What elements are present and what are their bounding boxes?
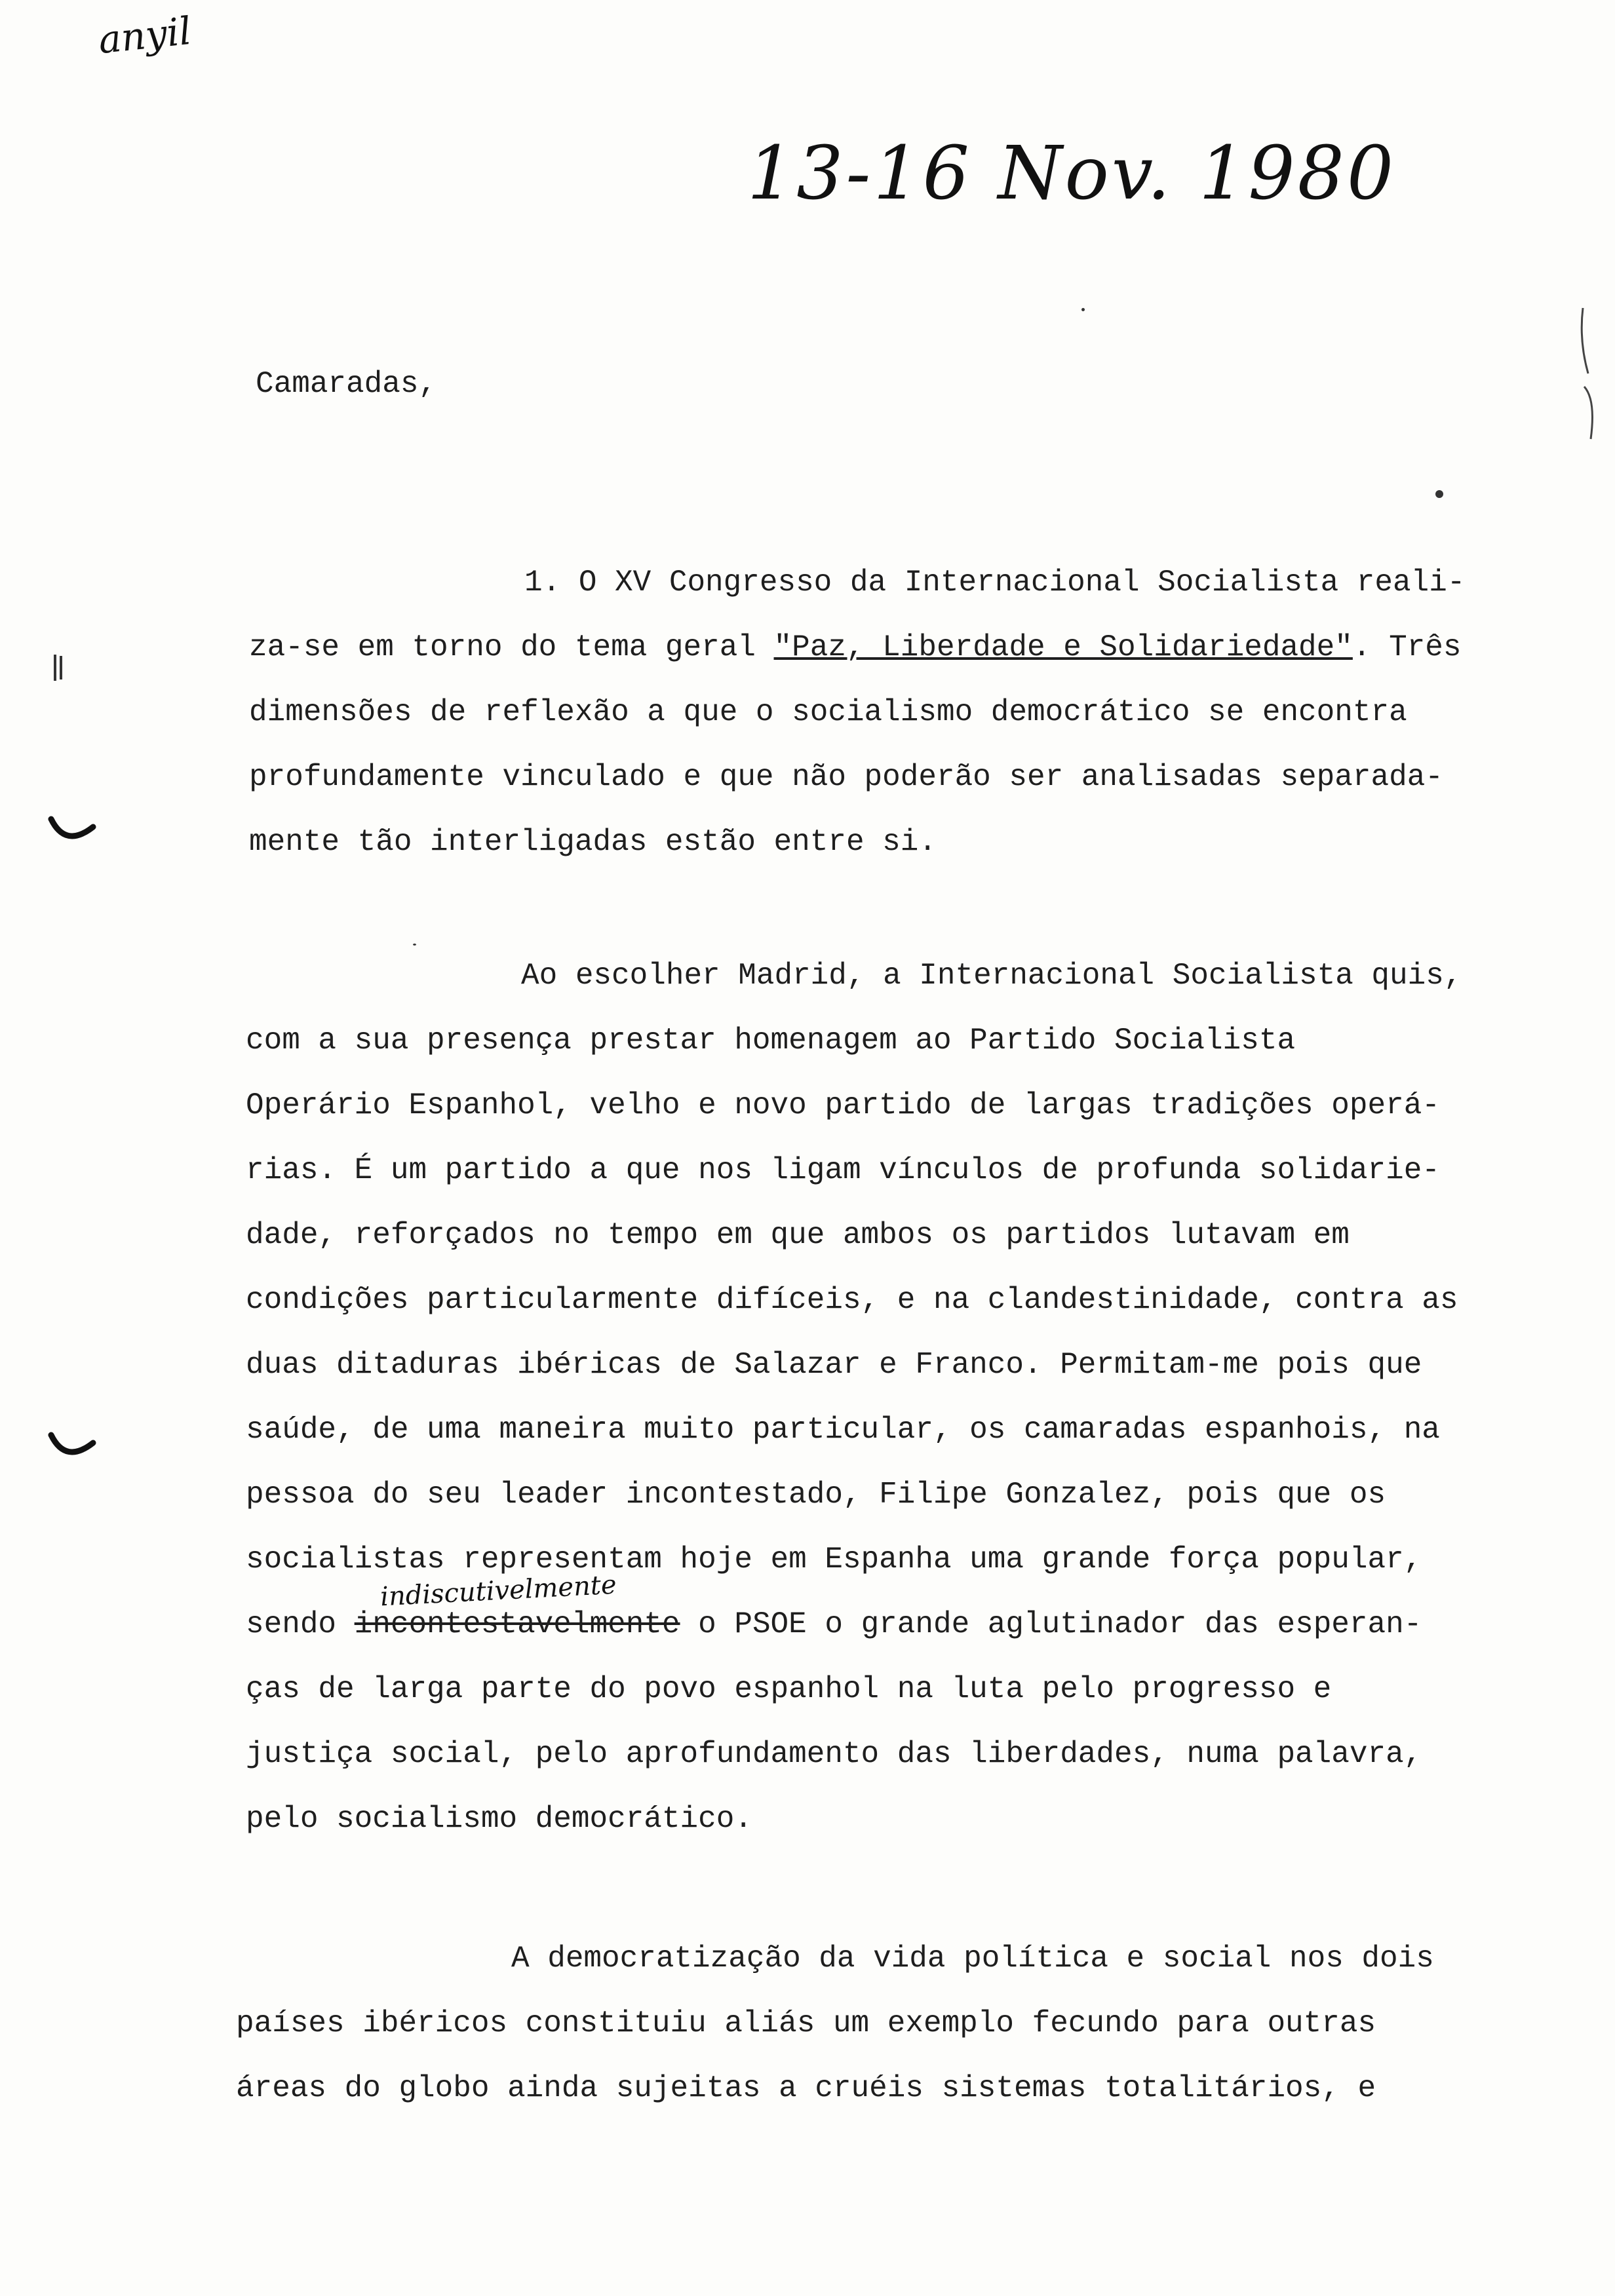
para1-line: profundamente vinculado e que não poderão ser analisadas separada- [249,760,1443,794]
handwritten-date: 13-16 Nov. 1980 [747,131,1397,216]
paragraph-1 [249,550,1586,875]
paragraph-3 [236,1926,1573,2121]
margin-bracket-icon [1570,301,1603,452]
para2-line: socialistas representam hoje em Espanha uma grande força popular, [246,1542,1422,1577]
ink-speck [413,944,416,946]
para2-line: Ao escolher Madrid, a Internacional Socialista quis, [521,959,1462,993]
para2-line: justiça social, pelo aprofundamento das liberdades, numa palavra, [246,1737,1422,1771]
ink-speck [1081,308,1085,311]
para1-line: mente tão interligadas estão entre si. [249,825,937,859]
para3-line: países ibéricos constituiu aliás um exemplo fecundo para outras [236,2006,1376,2040]
handwritten-insertion: indiscutivelmente [379,1569,617,1613]
struck-word: incontestavelmente [354,1607,680,1641]
para1-line: 1. O XV Congresso da Internacional Socialista reali- [524,565,1466,600]
para3-line: A democratização da vida política e social nos dois [511,1942,1434,1976]
para2-line: rias. É um partido a que nos ligam vínculos de profunda solidarie- [246,1153,1440,1187]
ink-speck [1435,490,1443,498]
para2-line: pessoa do seu leader incontestado, Filipe Gonzalez, pois que os [246,1478,1386,1512]
congress-theme: "Paz, Liberdade e Solidariedade" [773,630,1353,664]
para2-line: sendo incontestavelmente o PSOE o grande aglutinador das esperan- [246,1607,1422,1641]
scratch-mark-icon [51,652,67,685]
para2-line: condições particularmente difíceis, e na clandestinidade, contra as [246,1283,1458,1317]
para1-line: za-se em torno do tema geral "Paz, Liberdade e Solidariedade". Três [249,630,1462,664]
para2-line: pelo socialismo democrático. [246,1802,752,1836]
para3-line: áreas do globo ainda sujeitas a cruéis sistemas totalitários, e [236,2071,1376,2105]
para2-line: dade, reforçados no tempo em que ambos os partidos lutavam em [246,1218,1350,1252]
punch-hole-mark-icon [46,1428,98,1468]
handwritten-initials: anyil [96,8,193,63]
para2-line: Operário Espanhol, velho e novo partido de largas tradições operá- [246,1088,1440,1122]
para2-line: com a sua presença prestar homenagem ao Partido Socialista [246,1024,1296,1058]
para2-line: saúde, de uma maneira muito particular, os camaradas espanhois, na [246,1413,1440,1447]
para1-line: dimensões de reflexão a que o socialismo democrático se encontra [249,695,1407,729]
para2-line: ças de larga parte do povo espanhol na luta pelo progresso e [246,1672,1332,1706]
punch-hole-mark-icon [46,813,98,852]
salutation: Camaradas, [256,367,437,401]
paragraph-2 [246,944,1583,1852]
para2-line: duas ditaduras ibéricas de Salazar e Franco. Permitam-me pois que [246,1348,1422,1382]
